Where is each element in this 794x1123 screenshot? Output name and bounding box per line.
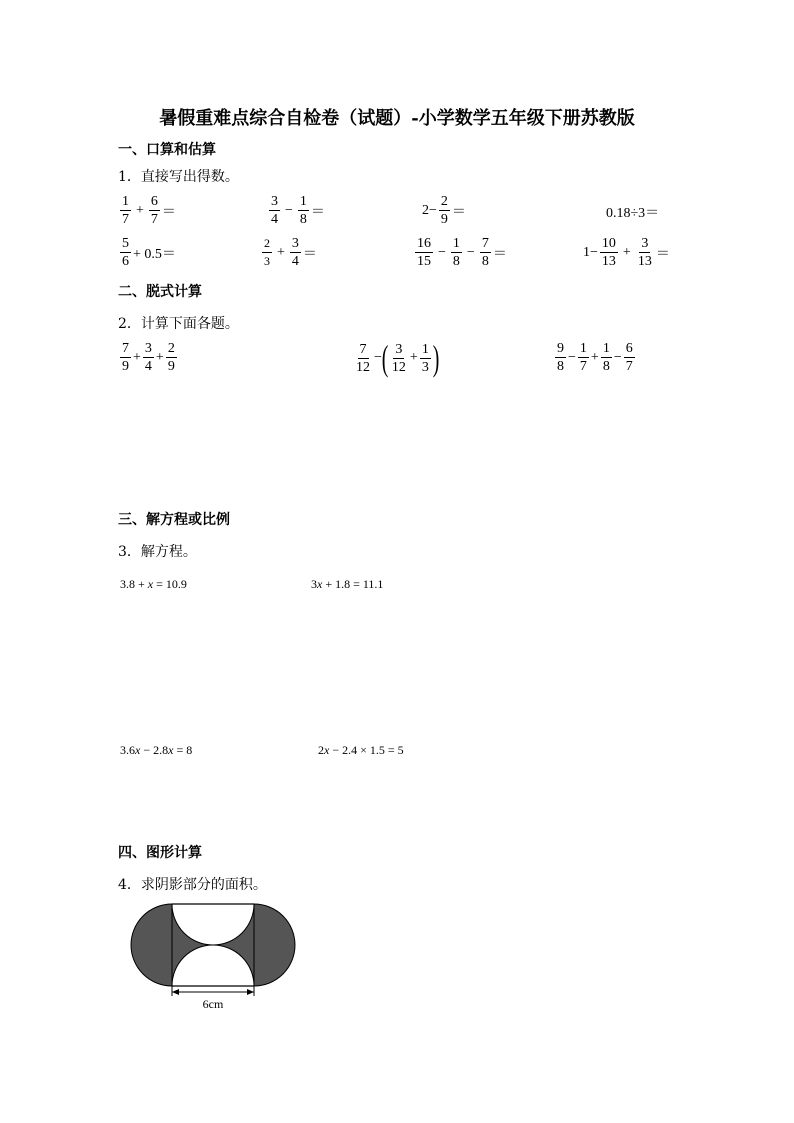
equation-4: 2x − 2.4 × 1.5 = 5	[318, 743, 404, 757]
fraction: $\frac{2}{9}$	[167, 341, 175, 374]
fraction: $\frac{7}{8}$	[481, 236, 489, 269]
fraction: $\frac{3}{13}$	[637, 236, 652, 269]
expr-lead: 1−	[583, 244, 598, 260]
equals-sign: ＝	[492, 246, 507, 262]
operator: −	[438, 244, 446, 260]
equals-sign: ＝	[310, 204, 325, 220]
oral-expr-r1c3	[422, 193, 466, 228]
question-4-prompt: 4．求阴影部分的面积。	[118, 877, 267, 893]
fraction: $\frac{1}{8}$	[602, 341, 610, 374]
fraction: $\frac{10}{13}$	[601, 236, 616, 269]
fraction: $\frac{1}{8}$	[452, 236, 460, 269]
variable: x	[168, 743, 174, 757]
oral-expr-r2c3	[413, 235, 507, 270]
equals-sign: ＝	[161, 204, 176, 220]
operator: +	[277, 244, 285, 260]
fraction: $\frac{1}{7}$	[122, 194, 129, 227]
question-3-prompt: 3．解方程。	[118, 544, 197, 560]
operator: +	[136, 202, 144, 218]
operator: +	[155, 349, 164, 365]
section-heading-oral: 一、口算和估算	[118, 142, 216, 158]
equation-1: 3.8 + x = 10.9	[120, 577, 187, 591]
page-title: 暑假重难点综合自检卷（试题）-小学数学五年级下册苏教版	[159, 108, 635, 129]
fraction: $\frac{2}{9}$	[440, 194, 448, 227]
operator: −	[568, 349, 576, 365]
operator: −	[613, 349, 622, 365]
variable: x	[317, 577, 323, 591]
right-paren: )	[432, 338, 440, 378]
oral-expr-r2c1	[118, 235, 176, 270]
fraction: $\frac{7}{12}$	[356, 341, 370, 375]
oral-expr-r2c2	[260, 235, 317, 270]
equation-3: 3.6x − 2.8x = 8	[120, 743, 193, 757]
oral-expr-r1c1	[118, 193, 176, 228]
fraction: $\frac{9}{8}$	[557, 341, 564, 374]
variable: x	[324, 743, 330, 757]
dimension-label: 6cm	[202, 997, 224, 1011]
left-half-circle	[131, 904, 172, 986]
shaded-area-figure	[126, 897, 302, 1015]
calc-expr-3	[553, 340, 637, 375]
arrowhead-left	[172, 989, 179, 995]
expr-lead: 2−	[422, 202, 437, 218]
fraction: $\frac{3}{4}$	[144, 341, 152, 374]
equation-2: 3x + 1.8 = 11.1	[311, 577, 384, 591]
oral-expr-r1c2	[267, 193, 325, 228]
operator: +	[590, 349, 599, 365]
fraction: $\frac{2}{3}$	[264, 236, 270, 268]
section-heading-geometry: 四、图形计算	[118, 845, 202, 861]
fraction: $\frac{6}{7}$	[625, 341, 633, 374]
section-heading-calc: 二、脱式计算	[118, 284, 202, 300]
expr-text: 0.18÷3＝	[606, 206, 660, 221]
operator: −	[374, 350, 382, 365]
section-heading-equations: 三、解方程或比例	[118, 512, 230, 528]
oral-expr-r2c4	[583, 235, 670, 270]
equals-sign: ＝	[302, 246, 317, 262]
variable: x	[135, 743, 141, 757]
fraction: $\frac{5}{6}$	[122, 236, 129, 269]
operator: −	[466, 244, 475, 260]
variable: x	[147, 577, 154, 591]
fraction: $\frac{7}{9}$	[122, 341, 129, 374]
fraction: $\frac{6}{7}$	[150, 194, 158, 227]
oral-expr-r1c4	[606, 202, 659, 222]
equals-sign: ＝	[451, 204, 466, 220]
fraction: $\frac{3}{4}$	[271, 194, 278, 227]
operator: +	[622, 244, 631, 260]
question-2-prompt: 2．计算下面各题。	[118, 316, 239, 332]
question-1-prompt: 1．直接写出得数。	[118, 169, 239, 185]
fraction: $\frac{3}{12}$	[391, 341, 406, 375]
expr-tail: + 0.5＝	[133, 246, 176, 262]
operator: −	[285, 202, 293, 218]
calc-expr-2	[352, 340, 439, 376]
fraction: $\frac{3}{4}$	[291, 236, 299, 269]
operator: +	[133, 349, 141, 365]
calc-expr-1	[118, 340, 179, 375]
fraction: $\frac{16}{15}$	[417, 236, 431, 269]
fraction: $\frac{1}{7}$	[579, 341, 587, 374]
arrowhead-right	[247, 989, 254, 995]
operator: +	[409, 350, 418, 365]
left-paren: (	[381, 338, 389, 378]
fraction: $\frac{1}{3}$	[421, 341, 429, 375]
right-half-circle	[254, 904, 295, 986]
equals-sign: ＝	[655, 246, 670, 262]
fraction: $\frac{1}{8}$	[299, 194, 307, 227]
